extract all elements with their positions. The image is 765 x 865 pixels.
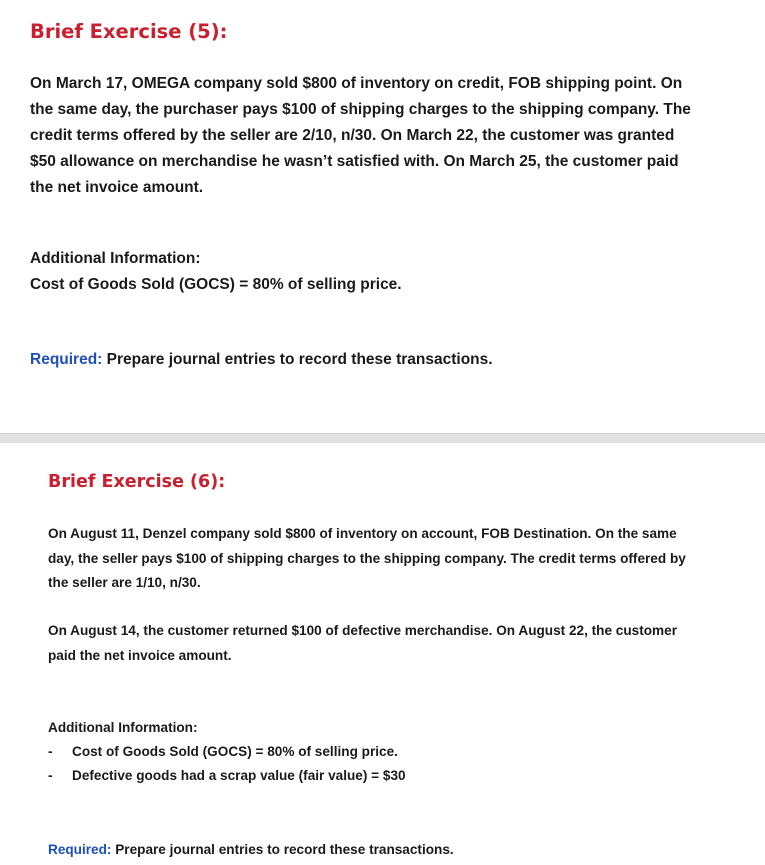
required-label: Required: — [48, 842, 112, 857]
paragraph-line: the seller are 1/10, n/30. — [48, 575, 201, 590]
bullet-text: Cost of Goods Sold (GOCS) = 80% of selling price. — [72, 744, 398, 759]
section-divider — [0, 433, 765, 443]
exercise-6-paragraph-1 — [48, 522, 686, 596]
paragraph-line: credit terms offered by the seller are 2/10, n/30. On March 22, the customer was granted — [30, 127, 675, 144]
paragraph-line: paid the net invoice amount. — [48, 647, 232, 663]
additional-info-label: Additional Information: — [30, 250, 201, 267]
paragraph-line: the same day, the purchaser pays $100 of shipping charges to the shipping company. The — [30, 101, 691, 118]
exercise-5-title: Brief Exercise (5): — [30, 20, 228, 43]
exercise-6-paragraph-2 — [48, 619, 677, 668]
exercise-5-additional-info — [30, 246, 402, 298]
paragraph-line: On August 11, Denzel company sold $800 of inventory on account, FOB Destination. On the same — [48, 526, 677, 541]
paragraph-line: $50 allowance on merchandise he wasn’t satisfied with. On March 25, the customer paid — [30, 153, 679, 170]
bullet-text: Defective goods had a scrap value (fair value) = $30 — [72, 768, 406, 783]
exercise-6-additional-label: Additional Information: — [48, 720, 198, 735]
paragraph-line: day, the seller pays $100 of shipping charges to the shipping company. The credit terms offered by — [48, 550, 686, 566]
paragraph-line: On March 17, OMEGA company sold $800 of inventory on credit, FOB shipping point. On — [30, 75, 683, 92]
exercise-5-paragraph — [30, 71, 691, 201]
paragraph-line: On August 14, the customer returned $100 of defective merchandise. On August 22, the customer — [48, 623, 677, 638]
required-label: Required: — [30, 351, 103, 368]
bullet-item — [48, 764, 406, 788]
exercise-6-required — [48, 838, 454, 863]
additional-info-text: Cost of Goods Sold (GOCS) = 80% of selling price. — [30, 276, 402, 293]
exercise-6-bullet-list — [48, 740, 406, 788]
exercise-5-required — [30, 347, 493, 373]
paragraph-line: the net invoice amount. — [30, 179, 204, 196]
required-text: Prepare journal entries to record these transactions. — [106, 351, 493, 368]
exercise-6-title: Brief Exercise (6): — [48, 472, 226, 492]
bullet-dash: - — [48, 744, 53, 759]
bullet-dash: - — [48, 768, 53, 783]
bullet-item — [48, 740, 406, 764]
required-text: Prepare journal entries to record these transactions. — [115, 842, 454, 857]
